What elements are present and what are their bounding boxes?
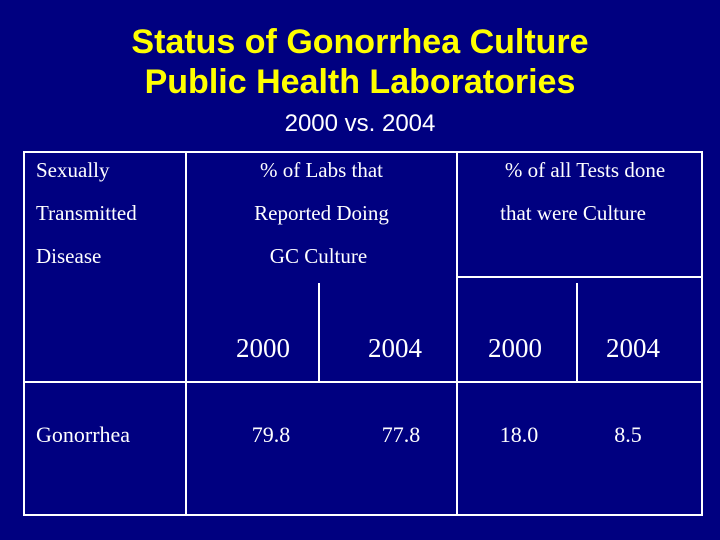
col3-header-line-2: that were Culture: [500, 201, 646, 225]
row-disease-label: Gonorrhea: [36, 422, 131, 447]
value-labs-2000: 79.8: [251, 422, 291, 447]
table-border-top: [23, 151, 703, 153]
value-tests-2004: 8.5: [614, 422, 642, 447]
value-tests-2000: 18.0: [499, 422, 539, 447]
table-divider-years-left: [318, 283, 320, 383]
value-labs-2004: 77.8: [381, 422, 421, 447]
col2-header-line-1: % of Labs that: [259, 158, 384, 182]
slide-title-line-2: Public Health Laboratories: [144, 63, 576, 101]
table-divider-years-right: [576, 283, 578, 383]
year-header-labs-2004: 2004: [368, 333, 422, 363]
col1-header-line-1: Sexually: [36, 158, 110, 182]
year-header-tests-2000: 2000: [488, 333, 542, 363]
table-border-bottom: [23, 514, 703, 516]
table-divider-header-right: [456, 276, 703, 278]
slide-subtitle: 2000 vs. 2004: [284, 110, 436, 137]
table-divider-col2: [456, 151, 458, 516]
table-border-right: [701, 151, 703, 516]
col3-header-line-1: % of all Tests done: [504, 158, 666, 182]
table-border-left: [23, 151, 25, 516]
col1-header-line-2: Transmitted: [36, 201, 137, 225]
slide-title-line-1: Status of Gonorrhea Culture: [131, 23, 589, 61]
col1-header-line-3: Disease: [36, 244, 102, 268]
year-header-labs-2000: 2000: [236, 333, 290, 363]
col2-header-line-2: Reported Doing: [254, 201, 389, 225]
col2-header-line-3: GC Culture: [269, 244, 368, 268]
year-header-tests-2004: 2004: [606, 333, 660, 363]
table-divider-row: [23, 381, 703, 383]
